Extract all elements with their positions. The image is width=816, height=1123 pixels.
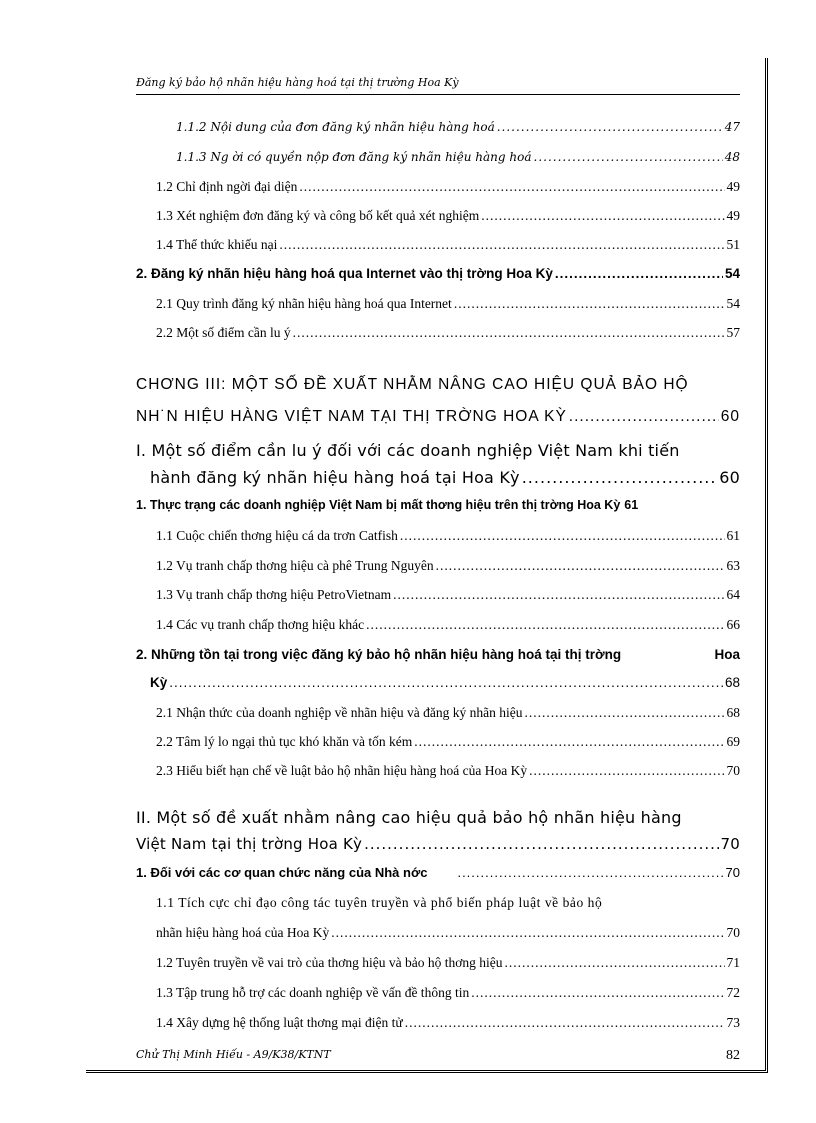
toc-entry-text: 1.4 Thể thức khiếu nại	[156, 237, 278, 252]
toc-entry-text: 2. Đăng ký nhãn hiệu hàng hoá qua Internet vào thị trờng Hoa Kỳ	[136, 266, 553, 281]
toc-entry-page: 70	[725, 865, 740, 880]
toc-entry-text: 2.1 Nhận thức của doanh nghiệp về nhãn hiệu và đăng ký nhãn hiệu	[156, 705, 523, 720]
toc-entry-text: 2.1 Quy trình đăng ký nhãn hiệu hàng hoá qua Internet	[156, 296, 452, 311]
toc-entry-page: 57	[726, 325, 740, 340]
section-heading-line[interactable]: I. Một số điểm cần lu ý đối với các doanh nghiệp Việt Nam khi tiến	[136, 441, 680, 460]
toc-entry-text: Kỳ	[150, 675, 168, 690]
toc-entry-text: 1.4 Xây dựng hệ thống luật thơng mại điện tử	[156, 1015, 403, 1030]
toc-entry[interactable]	[156, 208, 740, 224]
toc-entry[interactable]	[136, 266, 740, 281]
toc-entry[interactable]	[156, 925, 740, 941]
toc-entry[interactable]	[156, 179, 740, 195]
toc-entry-page: 66	[726, 617, 740, 632]
toc-entry[interactable]	[156, 985, 740, 1001]
toc-entry-page: 61	[624, 498, 639, 512]
toc-entry[interactable]	[156, 617, 740, 633]
toc-entry-line[interactable]: 1.1 Tích cực chỉ đạo công tác tuyên truyền và phổ biến pháp luật về bảo hộ	[156, 895, 603, 910]
toc-entry-text: 2.2 Tâm lý lo ngại thủ tục khó khăn và tốn kém	[156, 734, 413, 749]
toc-entry[interactable]	[136, 498, 740, 512]
toc-entry[interactable]	[150, 468, 740, 487]
chapter-heading-line[interactable]: CHƠNG III: MỘT SỐ ĐỀ XUẤT NHẰM NÂNG CAO HIỆU QUẢ BẢO HỘ	[136, 376, 689, 393]
toc-entry-text: 1. Thực trạng các doanh nghiệp Việt Nam bị mất thơng hiệu trên thị trờng Hoa Kỳ	[136, 498, 621, 512]
toc-entry-text: Việt Nam tại thị trờng Hoa Kỳ	[136, 835, 363, 853]
toc-entry[interactable]	[156, 558, 740, 574]
toc-entry-text: 2. Những tồn tại trong việc đăng ký bảo hộ nhãn hiệu hàng hoá tại thị trờng	[136, 647, 622, 662]
toc-entry[interactable]	[176, 150, 740, 164]
toc-entry[interactable]	[136, 835, 740, 853]
toc-entry-page: 73	[726, 1015, 740, 1030]
toc-entry-page: 68	[724, 675, 740, 690]
toc-entry[interactable]	[156, 528, 740, 544]
toc-entry-page: 54	[726, 296, 740, 311]
page-number: 82	[726, 1048, 740, 1063]
toc-entry-page: 49	[726, 179, 740, 194]
toc-entry[interactable]	[136, 865, 740, 880]
toc-entry-page: 71	[726, 955, 740, 970]
toc-entry[interactable]	[156, 734, 740, 750]
toc-entry[interactable]	[156, 955, 740, 971]
toc-entry-page: 51	[726, 237, 740, 252]
toc-entry[interactable]	[156, 587, 740, 603]
running-header: Đăng ký bảo hộ nhãn hiệu hàng hoá tại thị trường Hoa Kỳ	[136, 76, 740, 95]
toc-entry[interactable]	[156, 296, 740, 312]
toc-entry-page: 70	[726, 925, 740, 940]
toc-entry-page: 69	[726, 734, 740, 749]
toc-entry-page: 49	[726, 208, 740, 223]
toc-entry-text: 2.3 Hiểu biết hạn chế về luật bảo hộ nhãn hiệu hàng hoá của Hoa Kỳ	[156, 763, 528, 778]
toc-entry-page: 64	[726, 587, 740, 602]
toc-entry-text: 2.2 Một số điểm cần lu ý	[156, 325, 291, 340]
toc-entry-page: 72	[726, 985, 740, 1000]
toc-entry-page: 70	[720, 835, 740, 853]
toc-entry-text: 1.3 Vụ tranh chấp thơng hiệu PetroVietnam	[156, 587, 392, 602]
toc-entry-line[interactable]	[136, 647, 740, 662]
toc-entry-page: 60	[719, 468, 740, 487]
toc-entry-text: nhãn hiệu hàng hoá của Hoa Kỳ	[156, 925, 330, 940]
toc-entry-page: 61	[726, 528, 740, 543]
toc-entry-page: 63	[726, 558, 740, 573]
toc-entry-page: 70	[726, 763, 740, 778]
toc-entry-text: 1.1.2 Nội dung của đơn đăng ký nhãn hiệu hàng hoá	[176, 120, 495, 134]
toc-entry[interactable]	[156, 763, 740, 779]
toc-entry[interactable]	[156, 237, 740, 253]
toc-entry[interactable]	[156, 1015, 740, 1031]
toc-entry-text: 1. Đối với các cơ quan chức năng của Nhà nớc	[136, 865, 428, 880]
page-footer	[136, 1048, 740, 1064]
toc-entry-text: 1.4 Các vụ tranh chấp thơng hiệu khác	[156, 617, 365, 632]
section-heading-line[interactable]: II. Một số đề xuất nhằm nâng cao hiệu quả bảo hộ nhãn hiệu hàng	[136, 808, 682, 827]
toc-entry-text: 1.2 Tuyên truyền về vai trò của thơng hiệu và bảo hộ thơng hiệu	[156, 955, 503, 970]
toc-entry-page: 68	[726, 705, 740, 720]
toc-entry[interactable]	[156, 705, 740, 721]
toc-entry-text: hành đăng ký nhãn hiệu hàng hoá tại Hoa Kỳ	[150, 468, 520, 487]
toc-entry[interactable]	[156, 325, 740, 341]
toc-entry[interactable]	[136, 408, 740, 426]
toc-entry-text: 1.2 Chỉ định ngời đại diện	[156, 179, 298, 194]
toc-entry-text-end: Hoa	[714, 647, 740, 662]
toc-entry-text: 1.1 Cuộc chiến thơng hiệu cá da trơn Catfish	[156, 528, 398, 543]
toc-entry-text: 1.3 Tập trung hỗ trợ các doanh nghiệp về vấn đề thông tin	[156, 985, 470, 1000]
toc-entry-page: 60	[720, 408, 740, 425]
toc-entry-page: 48	[724, 150, 740, 164]
toc-entry-page: 47	[724, 120, 740, 134]
footer-author: Chử Thị Minh Hiếu - A9/K38/KTNT	[136, 1048, 331, 1061]
toc-entry-text: 1.3 Xét nghiệm đơn đăng ký và công bố kết quả xét nghiệm	[156, 208, 480, 223]
toc-entry[interactable]	[150, 675, 740, 690]
toc-entry-text: NH˙N HIỆU HÀNG VIỆT NAM TẠI THỊ TRỜNG HOA KỲ	[136, 408, 567, 425]
toc-entry-page: 54	[724, 266, 740, 281]
toc-entry-text: 1.2 Vụ tranh chấp thơng hiệu cà phê Trung Nguyên	[156, 558, 434, 573]
toc-entry-text: 1.1.3 Ng ời có quyền nộp đơn đăng ký nhãn hiệu hàng hoá	[176, 150, 532, 164]
toc-entry[interactable]	[176, 120, 740, 134]
